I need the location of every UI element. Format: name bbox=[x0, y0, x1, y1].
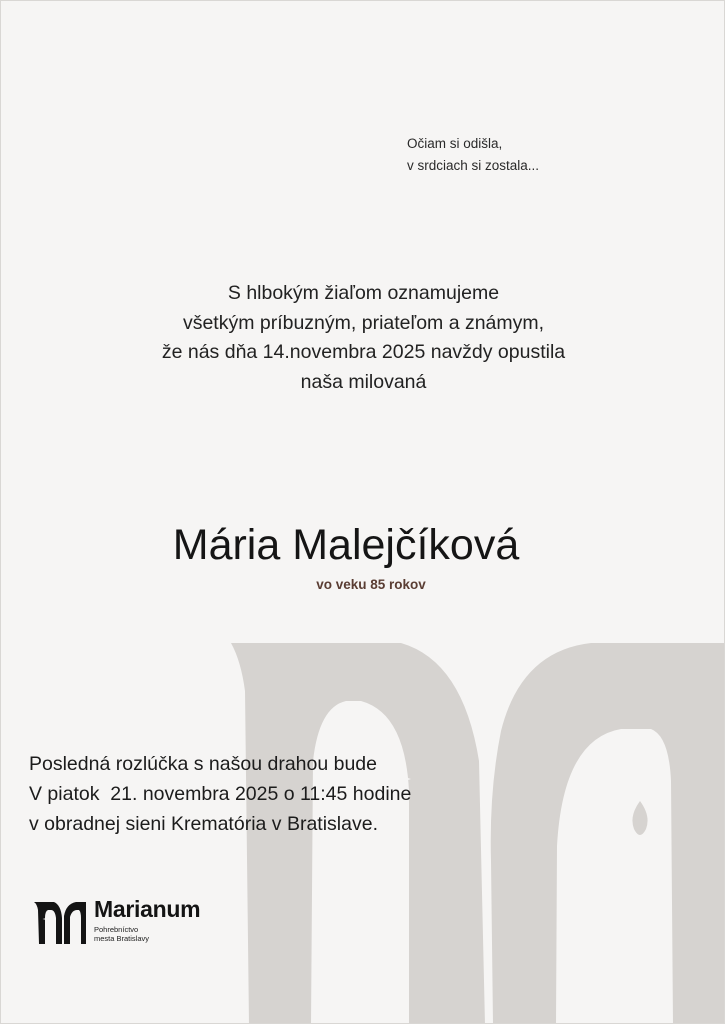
motto-line-2: v srdciach si zostala... bbox=[407, 158, 540, 173]
logo-subtitle-line-2: mesta Bratislavy bbox=[94, 934, 150, 943]
motto-line-1: Očiam si odišla, bbox=[407, 136, 503, 151]
marianum-logo-icon bbox=[34, 900, 86, 944]
farewell-line-1: Posledná rozlúčka s našou drahou bude bbox=[29, 753, 377, 775]
logo-name: Marianum bbox=[94, 896, 201, 922]
deceased-age: vo veku 85 rokov bbox=[316, 577, 426, 592]
announcement-line-4: naša milovaná bbox=[300, 370, 427, 393]
death-announcement bbox=[1, 279, 725, 397]
logo-subtitle bbox=[94, 925, 149, 943]
marianum-emblem-watermark bbox=[1, 1, 725, 1024]
farewell-line-2: V piatok 21. novembra 2025 o 11:45 hodine bbox=[29, 783, 412, 805]
announcement-line-3: že nás dňa 14.novembra 2025 navždy opustila bbox=[161, 341, 566, 363]
funeral-details bbox=[29, 749, 411, 839]
farewell-line-3: v obradnej sieni Krematória v Bratislave. bbox=[29, 813, 378, 835]
deceased-name: Mária Malejčíková bbox=[172, 521, 520, 569]
logo-subtitle-line-1: Pohrebníctvo bbox=[94, 925, 139, 934]
announcement-line-2: všetkým príbuzným, priateľom a známym, bbox=[182, 311, 545, 334]
emblem-candle-icon bbox=[616, 753, 664, 1024]
motto-quote bbox=[407, 133, 539, 177]
announcement-line-1: S hlbokým žiaľom oznamujeme bbox=[227, 282, 500, 304]
emblem-right-arch bbox=[491, 643, 725, 1024]
